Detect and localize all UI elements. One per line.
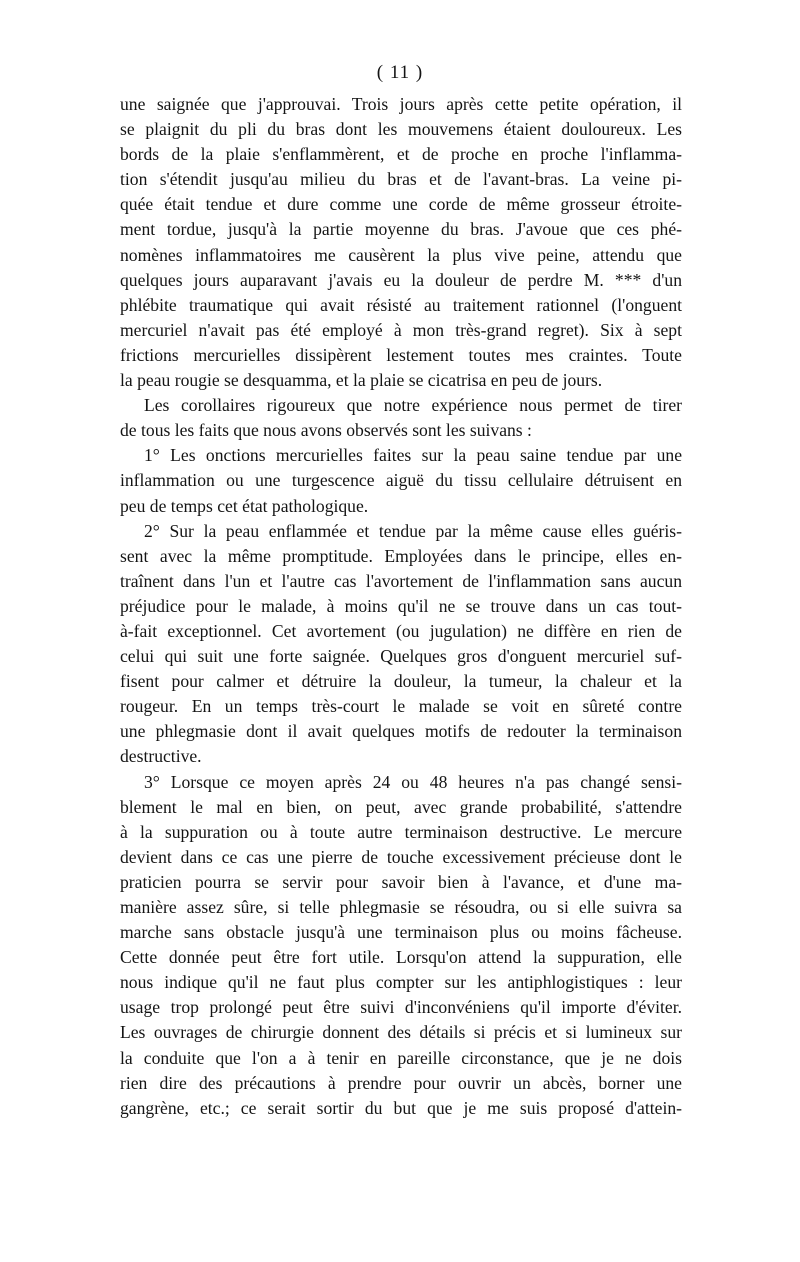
- body-text: [120, 92, 682, 1121]
- text-line: peu de temps cet état pathologique.: [120, 495, 369, 516]
- text-line: Cette donnée peut être fort utile. Lorsqu'on attend la suppuration, elle: [120, 947, 682, 968]
- text-line: se plaignit du pli du bras dont les mouvemens étaient douloureux. Les: [120, 119, 682, 140]
- text-line: rien dire des précautions à prendre pour ouvrir un abcès, borner une: [120, 1072, 682, 1093]
- text-line: blement le mal en bien, on peut, avec grande probabilité, s'attendre: [120, 796, 682, 817]
- text-line: inflammation ou une turgescence aiguë du tissu cellulaire détruisent en: [120, 470, 682, 491]
- text-line: 3° Lorsque ce moyen après 24 ou 48 heures n'a pas changé sensi-: [144, 771, 682, 792]
- paragraph: [120, 519, 682, 770]
- page-number: ( 11 ): [376, 62, 424, 83]
- text-line: frictions mercurielles dissipèrent lestement toutes mes craintes. Toute: [120, 344, 682, 365]
- text-line: la conduite que l'on a à tenir en pareille circonstance, que je ne dois: [120, 1047, 682, 1068]
- text-line: rougeur. En un temps très-court le malade se voit en sûreté contre: [120, 696, 682, 717]
- text-line: praticien pourra se servir pour savoir bien à l'avance, et d'une ma-: [120, 871, 682, 892]
- text-line: ment tordue, jusqu'à la partie moyenne du bras. J'avoue que ces phé-: [120, 219, 682, 240]
- paragraph: [120, 393, 682, 443]
- text-line: traînent dans l'un et l'autre cas l'avortement de l'inflammation sans aucun: [120, 570, 682, 591]
- text-line: tion s'étendit jusqu'au milieu du bras et de l'avant-bras. La veine pi-: [120, 169, 682, 190]
- paragraph: [120, 770, 682, 1121]
- text-line: 2° Sur la peau enflammée et tendue par la même cause elles guéris-: [144, 520, 682, 541]
- text-line: fisent pour calmer et détruire la douleur, la tumeur, la chaleur et la: [120, 671, 682, 692]
- text-line: celui qui suit une forte saignée. Quelques gros d'onguent mercuriel suf-: [120, 646, 682, 667]
- text-line: quelques jours auparavant j'avais eu la douleur de perdre M. *** d'un: [120, 269, 682, 290]
- text-line: usage trop prolongé peut être suivi d'inconvéniens qu'il importe d'éviter.: [120, 997, 682, 1018]
- text-line: quée était tendue et dure comme une corde de même grosseur étroite-: [120, 194, 682, 215]
- text-line: de tous les faits que nous avons observés sont les suivans :: [120, 420, 532, 441]
- text-line: une phlegmasie dont il avait quelques motifs de redouter la terminaison: [120, 721, 682, 742]
- text-line: destructive.: [120, 746, 202, 767]
- text-line: manière assez sûre, si telle phlegmasie se résoudra, ou si elle suivra sa: [120, 897, 682, 917]
- text-line: nomènes inflammatoires me causèrent la plus vive peine, attendu que: [120, 244, 682, 265]
- text-line: marche sans obstacle jusqu'à une terminaison plus ou moins fâcheuse.: [120, 922, 682, 943]
- text-line: la peau rougie se desquamma, et la plaie se cicatrisa en peu de jours.: [120, 370, 603, 391]
- text-line: Les ouvrages de chirurgie donnent des détails si précis et si lumineux sur: [120, 1022, 682, 1043]
- text-line: Les corollaires rigoureux que notre expérience nous permet de tirer: [144, 395, 682, 416]
- text-line: phlébite traumatique qui avait résisté au traitement rationnel (l'onguent: [120, 294, 682, 315]
- text-line: sent avec la même promptitude. Employées dans le principe, elles en-: [120, 545, 682, 566]
- paragraph: [120, 92, 682, 393]
- text-line: préjudice pour le malade, à moins qu'il ne se trouve dans un cas tout-: [120, 595, 682, 616]
- text-line: gangrène, etc.; ce serait sortir du but que je me suis proposé d'attein-: [120, 1097, 682, 1118]
- text-line: à la suppuration ou à toute autre terminaison destructive. Le mercure: [120, 821, 682, 842]
- text-line: devient dans ce cas une pierre de touche excessivement précieuse dont le: [120, 846, 682, 867]
- text-line: bords de la plaie s'enflammèrent, et de proche en proche l'inflamma-: [120, 144, 682, 165]
- text-line: 1° Les onctions mercurielles faites sur la peau saine tendue par une: [144, 445, 682, 466]
- text-line: une saignée que j'approuvai. Trois jours après cette petite opération, il: [120, 94, 682, 114]
- text-line: à-fait exceptionnel. Cet avortement (ou jugulation) ne diffère en rien de: [120, 620, 682, 641]
- text-line: mercuriel n'avait pas été employé à mon très-grand regret). Six à sept: [120, 319, 682, 340]
- paragraph: [120, 443, 682, 518]
- text-line: nous indique qu'il ne faut plus compter sur les antiphlogistiques : leur: [120, 972, 682, 993]
